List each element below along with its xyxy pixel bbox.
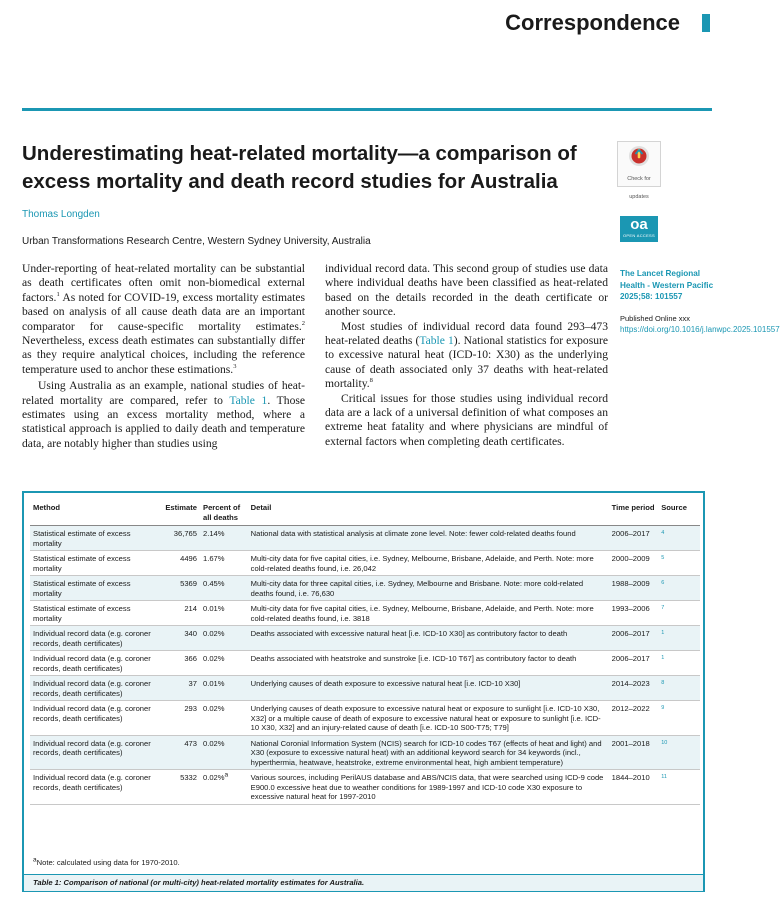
- ref-superscript[interactable]: 8: [369, 377, 373, 385]
- cell-time-period: 1993–2006: [609, 601, 659, 626]
- cell-percent: 1.67%: [200, 551, 248, 576]
- article-title: Underestimating heat-related mortality—a comparison of excess mortality and death record studies for Australia: [22, 142, 577, 193]
- table-row: [30, 701, 700, 736]
- table-row: [30, 626, 700, 651]
- cell-estimate: 366: [154, 651, 200, 676]
- table-row: [30, 576, 700, 601]
- ref-superscript[interactable]: 2: [301, 319, 305, 327]
- cell-method: Individual record data (e.g. coroner records, death certificates): [30, 735, 154, 770]
- cell-estimate: 37: [154, 676, 200, 701]
- cell-method: Statistical estimate of excess mortality: [30, 601, 154, 626]
- cell-source[interactable]: 11: [658, 770, 700, 805]
- cell-method: Statistical estimate of excess mortality: [30, 551, 154, 576]
- cell-source[interactable]: 4: [658, 526, 700, 551]
- check-updates-label: Check for updates: [627, 176, 651, 200]
- cell-method: Statistical estimate of excess mortality: [30, 576, 154, 601]
- table-row: [30, 735, 700, 770]
- col-header-estimate: Estimate: [154, 498, 200, 526]
- table-1-link[interactable]: Table 1: [419, 334, 454, 348]
- cell-time-period: 2012–2022: [609, 701, 659, 736]
- cell-time-period: 2006–2017: [609, 626, 659, 651]
- check-updates-icon: [628, 145, 650, 167]
- paragraph-4: Critical issues for those studies using individual record data are a lack of a universal definition of what composes an extreme heat fatality and where physicians are mindful of external factors when completing death certificates.: [325, 391, 608, 448]
- cell-source[interactable]: 9: [658, 701, 700, 736]
- cell-time-period: 1988–2009: [609, 576, 659, 601]
- cell-source[interactable]: 1: [658, 626, 700, 651]
- cell-method: Individual record data (e.g. coroner records, death certificates): [30, 676, 154, 701]
- ref-superscript[interactable]: 3: [233, 362, 237, 370]
- cell-estimate: 340: [154, 626, 200, 651]
- cell-source[interactable]: 8: [658, 676, 700, 701]
- table-1-link[interactable]: Table 1: [229, 393, 268, 407]
- table-row: [30, 770, 700, 805]
- published-online: Published Online xxx: [620, 313, 691, 323]
- section-title: Correspondence: [505, 10, 680, 35]
- paragraph-1: Under-reporting of heat-related mortality can be substantial as death certificates often omit non-biomedical external factors.$^1$ As noted for COVID-19, excess mortality estimates based on analysis of all cause death data are an important comparator for cause-specific mortality estimates.$^2$ Nevertheless, excess death estimates can substantially differ as they require analytical choices, including the reference temperature used to anchor these estimations.$^3$: [22, 262, 305, 376]
- cell-detail: National data with statistical analysis at climate zone level. Note: fewer cold-related deaths found: [248, 526, 609, 551]
- cell-detail: Deaths associated with heatstroke and sunstroke [i.e. ICD-10 T67] as contributory factor to death: [248, 651, 609, 676]
- author-name[interactable]: Thomas Longden: [22, 209, 100, 220]
- cell-percent: 0.02%: [200, 626, 248, 651]
- journal-citation[interactable]: The Lancet Regional Health - Western Pacific 2025;58: 101557: [620, 269, 714, 301]
- cell-estimate: 473: [154, 735, 200, 770]
- col-header-time-period: Time period: [609, 498, 659, 526]
- paragraph-2-continued: individual record data. This second group of studies use data where individual deaths have been classified as heat-related based on the details recorded in the death certificate or another source.: [325, 262, 608, 319]
- cell-time-period: 2006–2017: [609, 651, 659, 676]
- cell-source[interactable]: 1: [658, 651, 700, 676]
- check-for-updates-button[interactable]: [617, 141, 661, 200]
- doi-link[interactable]: https://doi.org/10.1016/j.lanwpc.2025.101557: [620, 325, 780, 334]
- cell-time-period: 2001–2018: [609, 735, 659, 770]
- footnote-marker: a: [224, 771, 229, 779]
- cell-percent: 0.45%: [200, 576, 248, 601]
- cell-detail: Various sources, including PerilAUS database and ABS/NCIS data, that were searched using ICD-9 code E900.0 excessive heat due to weather conditions for 1989-1997 and ICD-10 code X30 exposure to excessive natural heat for 1997-2010: [248, 770, 609, 805]
- cell-detail: National Coronial Information System (NCIS) search for ICD-10 codes T67 (effects of heat and light) and X30 (exposure to excessive natural heat) with an additional keyword search for 34 keywords (incl., hyperthermia, heatwave, heatstroke, extreme environmental heat, high ambient temperature): [248, 735, 609, 770]
- cell-estimate: 293: [154, 701, 200, 736]
- cell-percent: 2.14%: [200, 526, 248, 551]
- cell-detail: Underlying causes of death exposure to excessive natural heat [i.e. ICD-10 X30]: [248, 676, 609, 701]
- cell-percent: 0.01%: [200, 601, 248, 626]
- table-row: [30, 526, 700, 551]
- cell-estimate: 5369: [154, 576, 200, 601]
- table-row: [30, 551, 700, 576]
- oa-sublabel: OPEN ACCESS: [623, 233, 655, 238]
- author-affiliation: Urban Transformations Research Centre, Western Sydney University, Australia: [22, 236, 371, 247]
- cell-method: Individual record data (e.g. coroner records, death certificates): [30, 701, 154, 736]
- col-header-detail: Detail: [248, 498, 609, 526]
- body-column-right: [325, 262, 608, 449]
- cell-estimate: 36,765: [154, 526, 200, 551]
- cell-percent: 0.02%: [200, 651, 248, 676]
- cell-detail: Multi-city data for five capital cities, i.e. Sydney, Melbourne, Brisbane, Adelaide, and Perth. Note: more cold-related deaths found, i.e. 3818: [248, 601, 609, 626]
- cell-source[interactable]: 7: [658, 601, 700, 626]
- cell-time-period: 2006–2017: [609, 526, 659, 551]
- cell-percent: 0.02%$^a$: [200, 770, 248, 805]
- table-row: [30, 676, 700, 701]
- col-header-source: Source: [658, 498, 700, 526]
- article-info-sidebar: [620, 268, 780, 336]
- cell-detail: Deaths associated with excessive natural heat [i.e. ICD-10 X30] as contributory factor to death: [248, 626, 609, 651]
- paragraph-2: Using Australia as an example, national studies of heat-related mortality are compared, refer to Table 1. Those estimates using an excess mortality method, where a statistical approach is applied to daily death and temperature data, are notably higher than studies using: [22, 379, 306, 450]
- cell-time-period: 2014–2023: [609, 676, 659, 701]
- mortality-estimates-table: [30, 498, 700, 805]
- ref-superscript[interactable]: 1: [56, 290, 60, 298]
- table-row: [30, 651, 700, 676]
- cell-percent: 0.02%: [200, 701, 248, 736]
- body-column-left: [22, 262, 305, 451]
- cell-estimate: 5332: [154, 770, 200, 805]
- cell-time-period: 1844–2010: [609, 770, 659, 805]
- cell-time-period: 2000–2009: [609, 551, 659, 576]
- cell-detail: Underlying causes of death exposure to excessive natural heat or exposure to sunlight [i.e. ICD-10 X30, X32] or a multiple cause of death of exposure to excessive natural heat or exposure to sunlight [i.e. ICD-10 X30, X32] and an injury-related cause of death [i.e. ICD-10 S00-T75; T79]: [248, 701, 609, 736]
- cell-source[interactable]: 5: [658, 551, 700, 576]
- table-header-row: [30, 498, 700, 526]
- cell-source[interactable]: 6: [658, 576, 700, 601]
- open-access-badge: [620, 216, 658, 242]
- cell-method: Statistical estimate of excess mortality: [30, 526, 154, 551]
- col-header-method: Method: [30, 498, 154, 526]
- header-rule: [22, 108, 712, 111]
- cell-method: Individual record data (e.g. coroner records, death certificates): [30, 626, 154, 651]
- cell-percent: 0.01%: [200, 676, 248, 701]
- section-tab-marker: [702, 14, 710, 32]
- cell-percent: 0.02%: [200, 735, 248, 770]
- table-row: [30, 601, 700, 626]
- table-caption: Table 1: Comparison of national (or multi-city) heat-related mortality estimates for Australia.: [33, 878, 365, 887]
- oa-label: oa: [630, 216, 648, 233]
- col-header-percent: Percent of all deaths: [200, 498, 248, 526]
- table-footnote: $^a$Note: calculated using data for 1970-2010.: [33, 856, 180, 867]
- cell-detail: Multi-city data for five capital cities, i.e. Sydney, Melbourne, Brisbane, Adelaide, and Perth. Note: more cold-related deaths found, i.e. 26,042: [248, 551, 609, 576]
- cell-detail: Multi-city data for three capital cities, i.e. Sydney, Melbourne and Brisbane. Note: more cold-related deaths found, i.e. 76,630: [248, 576, 609, 601]
- cell-source[interactable]: 10: [658, 735, 700, 770]
- cell-estimate: 4496: [154, 551, 200, 576]
- paragraph-3: Most studies of individual record data found 293–473 heat-related deaths (Table 1). National statistics for exposure to excessive natural heat (ICD-10: X30) as the underlying cause of death associated only 37 deaths with heat-related mortality.$^8$: [325, 319, 609, 391]
- cell-method: Individual record data (e.g. coroner records, death certificates): [30, 770, 154, 805]
- cell-method: Individual record data (e.g. coroner records, death certificates): [30, 651, 154, 676]
- cell-estimate: 214: [154, 601, 200, 626]
